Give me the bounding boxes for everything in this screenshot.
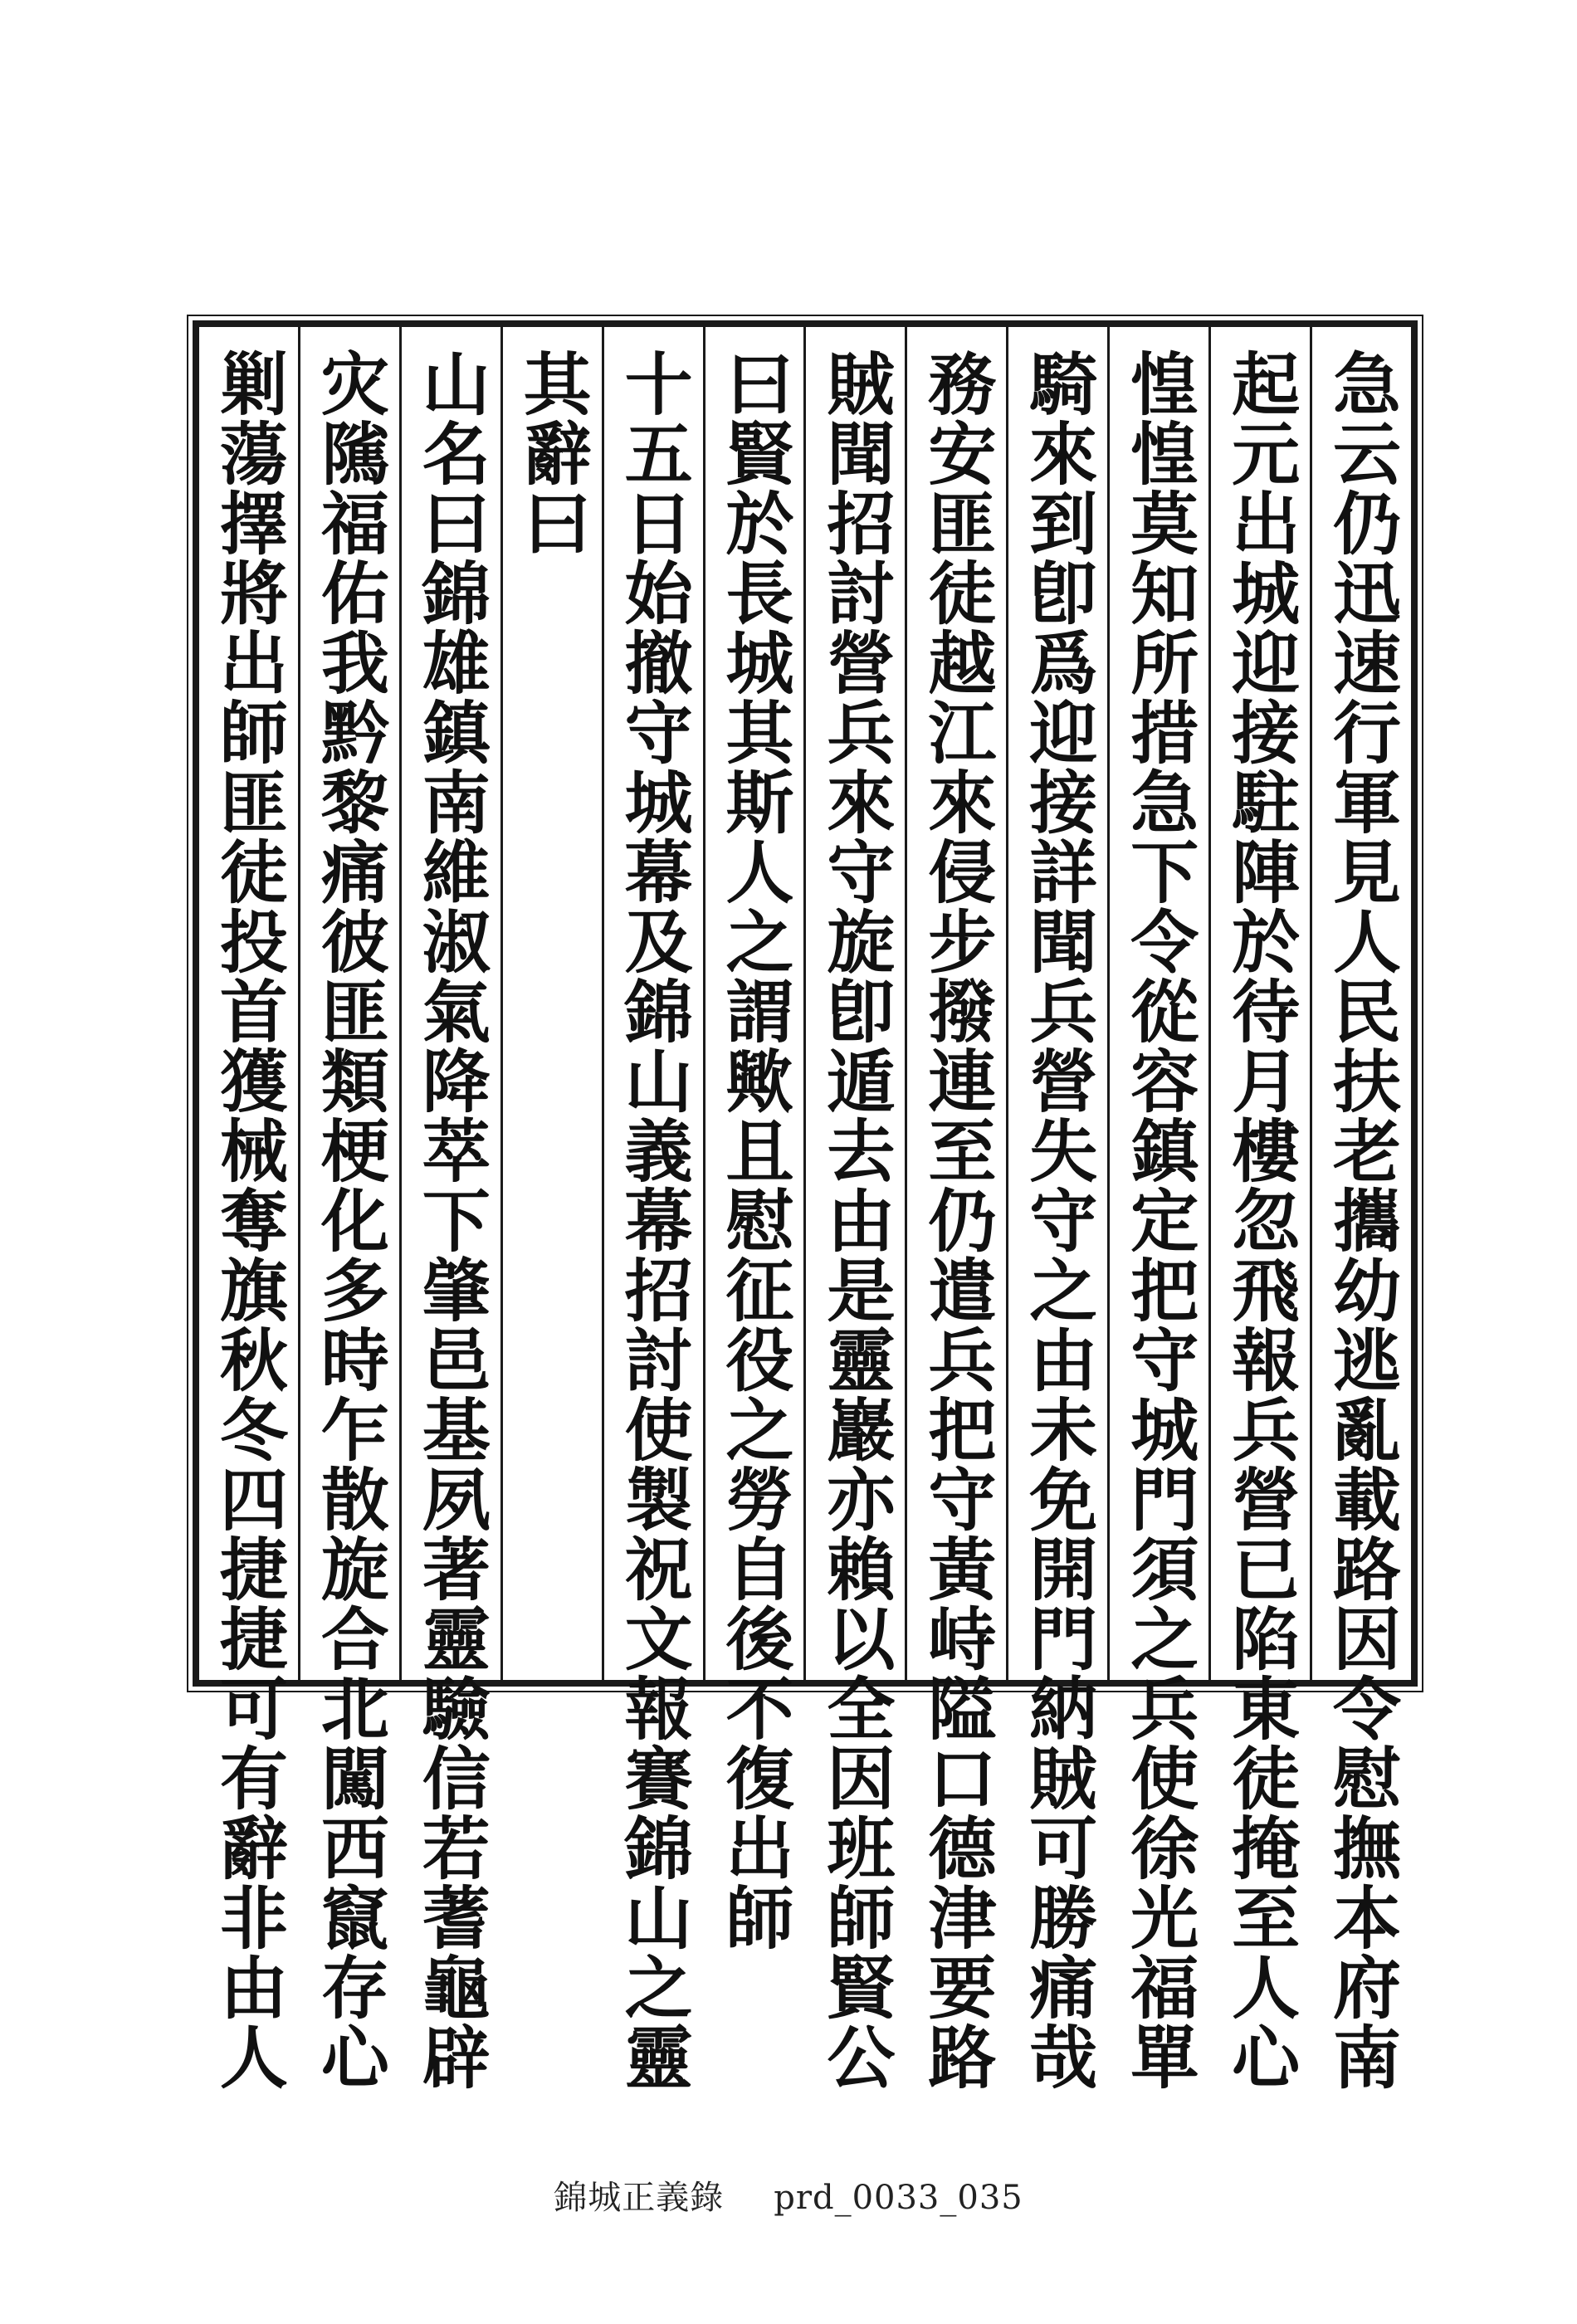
text-column [1208,327,1310,2092]
text-column [298,327,399,2092]
column-text: 賊聞招討營兵來守旋卽遁去由是靈巖亦賴以全因班師賢公 [815,349,896,2092]
column-text: 剿蕩擇將出師匪徒投首獲械奪旗秋冬四捷捷可有辭非由人 [208,349,289,2092]
text-column [1310,327,1411,2092]
column-text: 十五日始撤守城幕及錦山義幕招討使製祝文報賽錦山之靈 [613,349,694,2092]
column-text: 騎來到卽爲迎接詳聞兵營失守之由未免開門納賊可勝痛哉 [1018,349,1098,2092]
text-column [803,327,905,2092]
page-footer [0,2171,1577,2219]
column-text: 急云仍迅速行軍見人民扶老攜幼逃亂載路因令慰撫本府南 [1321,349,1402,2092]
text-column [399,327,500,2092]
footer-page-id: prd_0033_035 [774,2179,1023,2217]
column-text: 曰賢於長城其斯人之謂歟且慰征役之勞自後不復出師 [715,349,794,1952]
column-text: 務安匪徒越江來侵步撥連至仍遣兵把守黃峙隘口德津要路 [916,349,997,2092]
column-text: 山名曰錦雄鎮南維淑氣降萃下肇邑基夙著靈驗信若蓍龜辟 [411,349,491,2092]
text-columns [199,327,1411,2092]
column-text: 起元出城迎接駐陣於待月樓忽飛報兵營已陷東徒掩至人心 [1220,349,1301,2092]
text-column [1107,327,1208,2092]
column-text: 灾隲福佑我黔黎痛彼匪類梗化多時乍散旋合北闖西竄存心 [310,349,390,2092]
page-frame [193,320,1418,2092]
text-column [703,327,804,1952]
column-text: 惶惶莫知所措急下令從容鎮定把守城門須之兵使徐光福單 [1119,349,1199,2092]
text-column [1006,327,1107,2092]
text-column [199,327,298,2092]
column-text: 其辭曰 [512,349,593,558]
text-column [500,327,602,1680]
text-column [602,327,703,2092]
text-column [905,327,1006,2092]
footer-title: 錦城正義錄 [554,2179,725,2217]
